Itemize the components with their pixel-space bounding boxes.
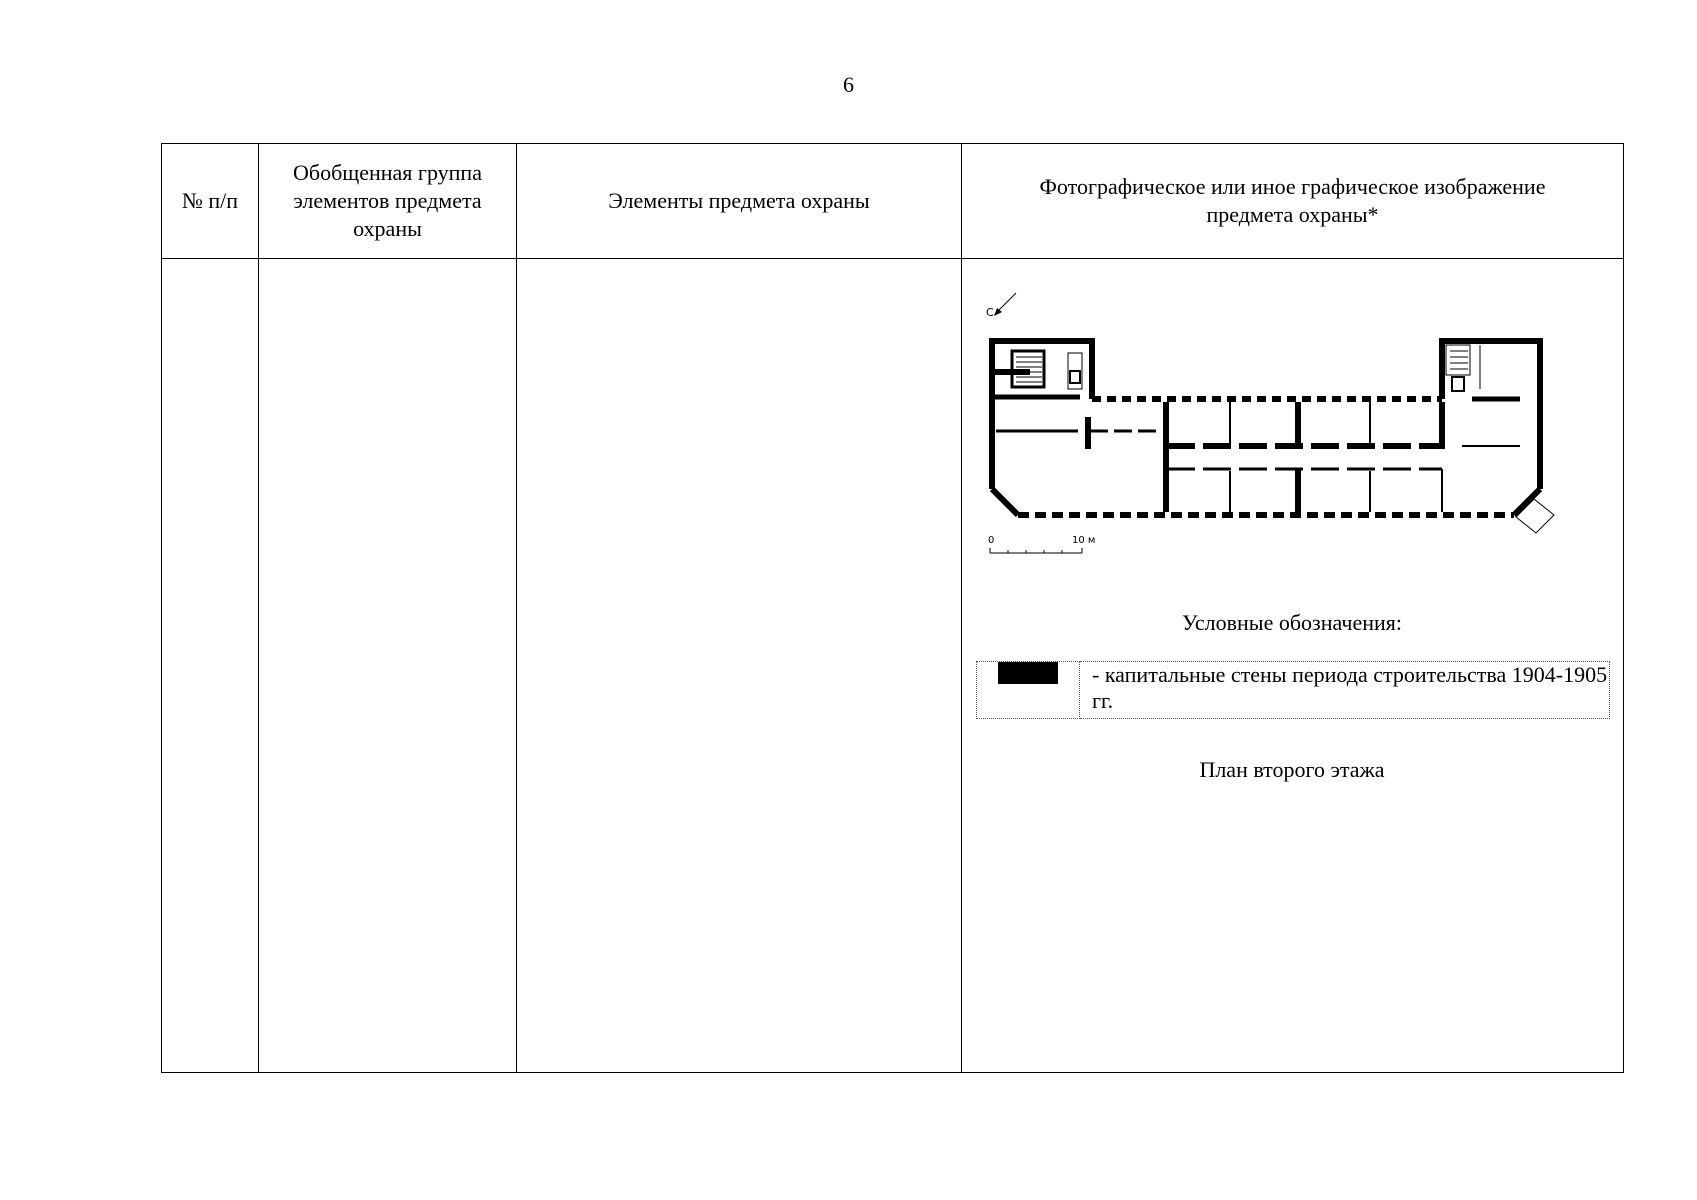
- page-number: 6: [843, 72, 854, 97]
- north-arrow-icon: [994, 293, 1016, 316]
- legend-table: [976, 661, 1610, 719]
- protection-subject-table: [161, 143, 1624, 1073]
- legend-text: - капитальные стены периода строительства 1904-1905 гг.: [1080, 662, 1610, 719]
- scale-end-label: 10 м: [1072, 535, 1096, 546]
- header-elements: Элементы предмета охраны: [517, 144, 962, 259]
- staircase-right-icon: [1446, 345, 1480, 391]
- north-label: С: [986, 306, 994, 319]
- capital-walls: [992, 341, 1540, 515]
- scale-bar: [988, 535, 1095, 553]
- header-group: Обобщенная группа элементов предмета охраны: [259, 144, 517, 259]
- floor-plan-drawing: [972, 289, 1592, 559]
- scale-start-label: 0: [988, 535, 995, 546]
- capital-wall-swatch: [998, 662, 1058, 684]
- cell-image: [962, 259, 1624, 1073]
- cell-group: [259, 259, 517, 1073]
- legend-row: [977, 662, 1610, 719]
- cell-elements: [517, 259, 962, 1073]
- legend-swatch-cell: [977, 662, 1080, 719]
- table-header-row: [162, 144, 1624, 259]
- table-row: [162, 259, 1624, 1073]
- header-image: Фотографическое или иное графическое изображение предмета охраны*: [962, 144, 1624, 259]
- cell-number: [162, 259, 259, 1073]
- plan-caption: План второго этажа: [1199, 757, 1385, 782]
- legend-title: Условные обозначения:: [1181, 610, 1403, 635]
- header-number: № п/п: [162, 144, 259, 259]
